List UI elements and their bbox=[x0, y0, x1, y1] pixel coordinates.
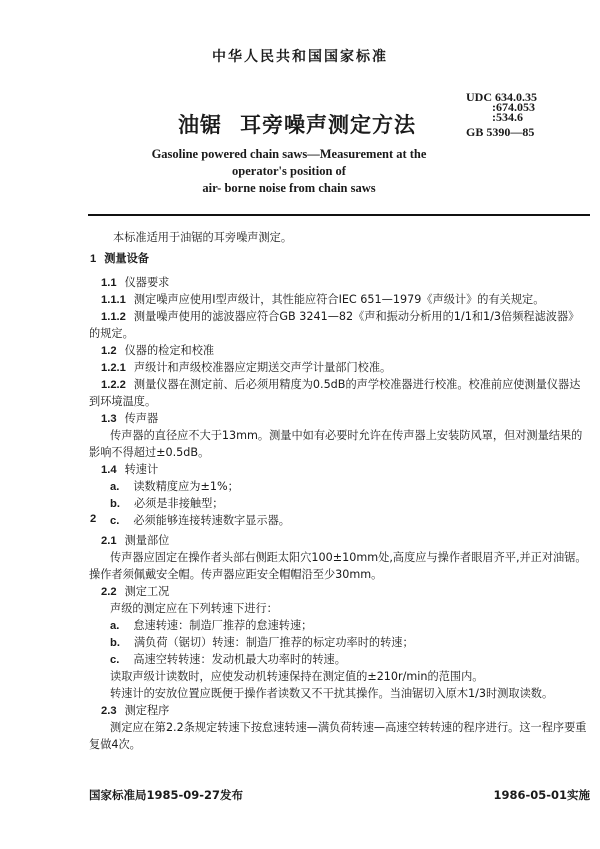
section-2-2-text: 声级的测定应在下列转速下进行： bbox=[110, 602, 278, 615]
list-label: c. bbox=[110, 654, 120, 666]
list-item bbox=[110, 634, 414, 653]
national-standard-text: 中华人民共和国国家标准 bbox=[212, 49, 388, 65]
list-label: b. bbox=[110, 498, 120, 510]
section-number: 1.2.1 bbox=[101, 362, 126, 374]
section-2-3-text: 测定应在第2.2条规定转速下按怠速转速—满负荷转速—高速空转转速的程序进行。这一程序要重 bbox=[110, 721, 587, 734]
section-1-3-cont: 影响不得超过±0.5dB。 bbox=[89, 446, 210, 459]
intro-text: 本标准适用于油锯的耳旁噪声测定。 bbox=[113, 231, 293, 244]
section-1-2-2 bbox=[101, 376, 580, 395]
english-title bbox=[0, 146, 600, 197]
list-text: 读数精度应为±1%； bbox=[133, 480, 239, 493]
effective-date: 1986-05-01实施 bbox=[493, 788, 590, 802]
list-item bbox=[110, 617, 312, 636]
list-text: 必须是非接触型； bbox=[133, 497, 224, 510]
title-part2: 耳旁噪声测定方法 bbox=[240, 113, 416, 137]
english-title-line-1: Gasoline powered chain saws—Measurement at the bbox=[151, 147, 427, 161]
national-standard-heading bbox=[0, 46, 600, 66]
page-title bbox=[178, 109, 416, 139]
section-2-heading-final bbox=[90, 510, 104, 529]
section-title: 测定程序 bbox=[124, 704, 170, 717]
section-title: 传声器 bbox=[124, 412, 159, 425]
english-title-line-3: air- borne noise from chain saws bbox=[202, 181, 376, 195]
udc-line-2: :674.053 bbox=[492, 100, 535, 114]
section-title: 转速计 bbox=[124, 463, 159, 476]
section-1-2-heading bbox=[101, 342, 214, 361]
gb-number: GB 5390—85 bbox=[466, 125, 535, 139]
section-text: 测量仪器在测定前、后必须用精度为0.5dB的声学校准器进行校准。校准前应使测量仪器达 bbox=[133, 378, 581, 391]
list-item bbox=[110, 478, 239, 497]
section-1-2-1 bbox=[101, 359, 391, 378]
title-part1: 油锯 bbox=[178, 113, 222, 137]
section-number: 2 bbox=[90, 513, 97, 525]
section-number: 1.1 bbox=[101, 277, 117, 289]
section-text: 声级计和声级校准器应定期送交声学计量部门校准。 bbox=[133, 361, 392, 374]
section-number: 1.1.2 bbox=[101, 311, 126, 323]
section-number: 1.1.1 bbox=[101, 294, 126, 306]
english-title-line-2: operator's position of bbox=[232, 164, 346, 178]
section-number: 1.3 bbox=[101, 413, 117, 425]
section-2-3-cont: 复做4次。 bbox=[89, 738, 141, 751]
section-1-4-heading bbox=[101, 461, 158, 480]
section-text: 测定噪声应使用I型声级计，其性能应符合IEC 651—1979《声级计》的有关规定。 bbox=[133, 293, 545, 306]
udc-line-1: UDC 634.0.35 bbox=[466, 90, 537, 104]
section-2-1-text: 传声器应固定在操作者头部右侧距太阳穴100±10mm处,高度应与操作者眼眉齐平,并正对油锯。 bbox=[110, 551, 587, 564]
list-text: 高速空转转速：发动机最大功率时的转速。 bbox=[133, 653, 346, 666]
section-title: 测量设备 bbox=[104, 252, 149, 265]
section-1-1-2-cont: 的规定。 bbox=[89, 327, 134, 340]
section-2-2-heading bbox=[101, 583, 169, 602]
section-title: 仪器的检定和校准 bbox=[124, 344, 215, 357]
section-title: 测定工况 bbox=[124, 585, 170, 598]
section-number: 2.1 bbox=[101, 535, 117, 547]
list-label: c. bbox=[110, 515, 120, 527]
section-1-3-heading bbox=[101, 410, 158, 429]
section-number: 2.3 bbox=[101, 705, 117, 717]
section-1-1-2 bbox=[101, 308, 579, 327]
section-number: 1.2 bbox=[101, 345, 117, 357]
udc-block bbox=[466, 92, 537, 137]
issued-date: 国家标准局1985-09-27发布 bbox=[89, 788, 244, 802]
section-1-3-text: 传声器的直径应不大于13mm。测量中如有必要时允许在传声器上安装防风罩，但对测量结果的 bbox=[110, 429, 583, 442]
section-number: 1.2.2 bbox=[101, 379, 126, 391]
section-number: 2.2 bbox=[101, 586, 117, 598]
section-2-1-heading bbox=[101, 532, 169, 551]
list-label: b. bbox=[110, 637, 120, 649]
list-item bbox=[110, 495, 223, 514]
list-item bbox=[110, 512, 290, 531]
section-1-1-1 bbox=[101, 291, 544, 310]
header-divider bbox=[88, 214, 590, 216]
section-1-1-heading bbox=[101, 274, 169, 293]
list-text: 怠速转速：制造厂推荐的怠速转速； bbox=[133, 619, 313, 632]
section-2-1-cont: 操作者须佩戴安全帽。传声器应距安全帽帽沿至少30mm。 bbox=[89, 568, 383, 581]
section-title: 仪器要求 bbox=[124, 276, 170, 289]
list-text: 必须能够连接转速数字显示器。 bbox=[133, 514, 290, 527]
section-title: 测量部位 bbox=[124, 534, 170, 547]
section-1-heading bbox=[90, 250, 149, 269]
list-text: 满负荷（锯切）转速：制造厂推荐的标定功率时的转速； bbox=[133, 636, 414, 649]
section-2-2-note-1: 读取声级计读数时，应使发动机转速保持在测定值的±210r/min的范围内。 bbox=[110, 670, 484, 683]
section-1-2-2-cont: 到环境温度。 bbox=[89, 395, 157, 408]
list-label: a. bbox=[110, 481, 120, 493]
section-2-3-heading bbox=[101, 702, 169, 721]
section-2-2-note-2: 转速计的安放位置应既便于操作者读数又不干扰其操作。当油锯切入原木1/3时测取读数。 bbox=[110, 687, 554, 700]
section-number: 1 bbox=[90, 253, 97, 265]
section-text: 测量噪声使用的滤波器应符合GB 3241—82《声和振动分析用的1/1和1/3倍频程滤波器》 bbox=[133, 310, 580, 323]
section-number: 1.4 bbox=[101, 464, 117, 476]
list-label: a. bbox=[110, 620, 120, 632]
udc-line-3: :534.6 bbox=[492, 110, 523, 124]
list-item bbox=[110, 651, 346, 670]
